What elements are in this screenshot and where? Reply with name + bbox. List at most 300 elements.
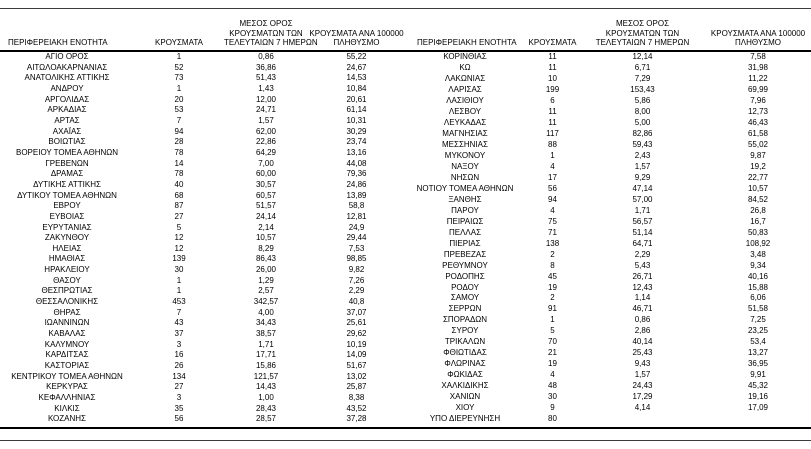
- region-name-cell: ΡΟΔΟΠΗΣ: [445, 271, 485, 281]
- cases-cell: 5: [176, 222, 182, 232]
- cases-cell: 138: [545, 238, 560, 248]
- region-name-cell: ΕΥΡΥΤΑΝΙΑΣ: [42, 222, 92, 232]
- region-name-cell: ΑΡΓΟΛΙΔΑΣ: [44, 94, 90, 104]
- region-name-cell: ΠΕΙΡΑΙΩΣ: [446, 216, 484, 226]
- region-name-cell: ΑΡΚΑΔΙΑΣ: [47, 105, 87, 115]
- table-row: [0, 329, 405, 340]
- cases-cell: 11: [548, 63, 557, 73]
- region-name-cell: ΑΙΤΩΛΟΑΚΑΡΝΑΝΙΑΣ: [26, 62, 108, 72]
- table-row: [0, 340, 405, 351]
- avg-7day-cell: 25,43: [632, 348, 653, 358]
- table-row: [0, 414, 405, 425]
- per-100k-cell: 23,25: [747, 326, 769, 336]
- per-100k-cell: 69,99: [747, 85, 769, 95]
- cases-cell: 12: [174, 233, 184, 243]
- per-100k-cell: 15,88: [747, 282, 769, 292]
- table-row: [405, 392, 811, 403]
- region-name-cell: ΜΥΚΟΝΟΥ: [444, 150, 486, 160]
- per-100k-cell: 45,32: [747, 381, 769, 391]
- header-line: ΚΡΟΥΣΜΑΤΑ ΑΝΑ 100000: [309, 28, 404, 38]
- table-row: [405, 107, 811, 118]
- col-header-region: [405, 9, 525, 51]
- cases-cell: 11: [548, 52, 557, 62]
- region-name-cell: ΘΑΣΟΥ: [53, 275, 81, 285]
- region-name-cell: ΦΛΩΡΙΝΑΣ: [444, 359, 486, 369]
- region-name-cell: ΑΓΙΟ ΟΡΟΣ: [45, 52, 89, 61]
- table-bottom-rule: [0, 427, 811, 429]
- cases-cell: 199: [545, 85, 560, 95]
- region-name-cell: ΣΠΟΡΑΔΩΝ: [442, 315, 488, 325]
- table-row: [0, 84, 405, 95]
- avg-7day-cell: [580, 414, 705, 425]
- per-100k-cell: 61,58: [747, 128, 769, 138]
- region-name-cell: ΧΑΝΙΩΝ: [449, 392, 481, 402]
- avg-7day-cell: 1,43: [258, 83, 274, 93]
- cases-cell: 1: [550, 150, 555, 160]
- avg-7day-cell: 59,43: [632, 139, 653, 149]
- cases-cell: 17: [548, 172, 557, 182]
- cases-cell: 37: [174, 329, 184, 339]
- per-100k-cell: 19,2: [750, 161, 766, 171]
- per-100k-cell: 13,89: [346, 190, 367, 200]
- cases-cell: 139: [172, 254, 186, 264]
- per-100k-cell: 25,61: [346, 318, 367, 328]
- table-row: [405, 271, 811, 282]
- table-row: [405, 282, 811, 293]
- per-100k-cell: 30,29: [346, 126, 367, 136]
- per-100k-cell: 9,34: [750, 260, 766, 270]
- region-name-cell: ΚΟΖΑΝΗΣ: [47, 414, 87, 424]
- region-name-cell: ΚΕΦΑΛΛΗΝΙΑΣ: [38, 393, 96, 402]
- cases-cell: 52: [174, 62, 184, 72]
- avg-7day-cell: 47,14: [632, 183, 653, 193]
- avg-7day-cell: 2,29: [634, 249, 651, 259]
- per-100k-cell: 17,09: [747, 403, 769, 413]
- table-row: [0, 212, 405, 223]
- header-line: ΠΛΗΘΥΣΜΟ: [333, 38, 380, 48]
- table-row: [405, 249, 811, 260]
- cases-cell: 1: [176, 275, 182, 285]
- avg-7day-cell: 4,14: [634, 403, 651, 413]
- per-100k-cell: 26,8: [750, 205, 766, 215]
- avg-7day-cell: 4,00: [258, 307, 274, 317]
- per-100k-cell: 24,9: [348, 222, 365, 232]
- header-line: ΚΡΟΥΣΜΑΤΩΝ ΤΩΝ: [605, 28, 680, 38]
- cases-cell: 453: [172, 297, 186, 307]
- region-name-cell: ΣΥΡΟΥ: [451, 326, 479, 336]
- region-name-cell: ΦΘΙΩΤΙΔΑΣ: [443, 348, 487, 358]
- cases-cell: 4: [550, 370, 555, 380]
- cases-cell: 9: [550, 403, 555, 413]
- table-row: [0, 372, 405, 383]
- region-name-cell: ΗΛΕΙΑΣ: [52, 243, 82, 253]
- avg-7day-cell: 24,43: [632, 381, 653, 391]
- regional-cases-table-right: [405, 9, 811, 425]
- per-100k-cell: 98,85: [346, 254, 367, 264]
- region-name-cell: ΛΑΣΙΘΙΟΥ: [446, 96, 484, 106]
- header-line: ΜΕΣΟΣ ΟΡΟΣ: [615, 19, 670, 29]
- region-name-cell: ΚΑΣΤΟΡΙΑΣ: [44, 361, 90, 371]
- cases-cell: 48: [548, 381, 557, 391]
- cases-cell: 94: [174, 126, 184, 136]
- table-row: [405, 151, 811, 162]
- per-100k-cell: 40,16: [747, 271, 769, 281]
- region-name-cell: ΠΡΕΒΕΖΑΣ: [443, 249, 487, 259]
- per-100k-cell: [705, 414, 811, 425]
- cases-cell: 7: [176, 115, 182, 125]
- header-line: ΠΛΗΘΥΣΜΟ: [734, 38, 782, 48]
- table-row: [405, 173, 811, 184]
- cases-cell: 117: [546, 128, 559, 138]
- table-row: [405, 217, 811, 228]
- region-name-cell: ΠΙΕΡΙΑΣ: [449, 238, 481, 248]
- per-100k-cell: 24,67: [346, 62, 367, 72]
- avg-7day-cell: 1,29: [258, 275, 274, 285]
- cases-cell: 1: [176, 83, 182, 93]
- region-name-cell: ΣΑΜΟΥ: [450, 293, 480, 303]
- cases-cell: 1: [176, 286, 182, 296]
- header-line: ΚΡΟΥΣΜΑΤΑ: [155, 38, 203, 48]
- avg-7day-cell: 2,43: [634, 150, 651, 160]
- region-name-cell: ΑΡΤΑΣ: [54, 115, 80, 125]
- cases-cell: 30: [174, 265, 184, 275]
- cases-cell: 11: [548, 107, 557, 117]
- table-row: [0, 318, 405, 329]
- per-100k-cell: 84,52: [747, 194, 769, 204]
- header-line: ΜΕΣΟΣ ΟΡΟΣ: [239, 19, 293, 29]
- per-100k-cell: 10,57: [747, 183, 769, 193]
- avg-7day-cell: 6,71: [634, 63, 651, 73]
- per-100k-cell: 16,7: [750, 216, 766, 226]
- per-100k-cell: 11,22: [748, 74, 768, 84]
- region-name-cell: ΡΕΘΥΜΝΟΥ: [442, 260, 488, 270]
- per-100k-cell: 14,09: [346, 350, 367, 360]
- per-100k-cell: 8,38: [348, 393, 365, 402]
- region-name-cell: ΔΥΤΙΚΟΥ ΤΟΜΕΑ ΑΘΗΝΩΝ: [17, 190, 117, 200]
- avg-7day-cell: 10,57: [255, 233, 277, 243]
- table-row: [0, 191, 405, 202]
- col-header-avg7: [224, 9, 318, 51]
- per-100k-cell: 24,86: [346, 179, 367, 189]
- region-name-cell: ΜΑΓΝΗΣΙΑΣ: [442, 128, 488, 138]
- header-row: [0, 9, 405, 51]
- per-100k-cell: 10,19: [346, 339, 367, 349]
- avg-7day-cell: 12,00: [255, 94, 277, 104]
- cases-cell: 70: [548, 337, 557, 347]
- region-name-cell: ΑΝΑΤΟΛΙΚΗΣ ΑΤΤΙΚΗΣ: [24, 73, 110, 83]
- cases-cell: 12: [174, 243, 184, 253]
- avg-7day-cell: 22,86: [255, 137, 277, 147]
- header-line: ΤΕΛΕΥΤΑΙΩΝ 7 ΗΜΕΡΩΝ: [224, 38, 318, 48]
- table-row: [0, 393, 405, 404]
- avg-7day-cell: 51,14: [632, 227, 653, 237]
- cases-cell: 11: [548, 117, 557, 127]
- table-row: [405, 195, 811, 206]
- cases-cell: 27: [174, 382, 184, 392]
- table-row: [0, 382, 405, 393]
- cases-cell: 6: [550, 96, 555, 106]
- region-name-cell: ΝΗΣΩΝ: [450, 172, 480, 182]
- per-100k-cell: 9,91: [750, 370, 766, 380]
- table-row: [0, 254, 405, 265]
- region-name-cell: ΚΩ: [459, 63, 471, 73]
- region-name-cell: ΛΕΥΚΑΔΑΣ: [443, 117, 487, 127]
- cases-cell: 5: [550, 326, 555, 336]
- table-row: [0, 244, 405, 255]
- avg-7day-cell: 15,86: [255, 361, 277, 371]
- avg-7day-cell: 28,43: [255, 403, 277, 413]
- per-100k-cell: 20,61: [346, 94, 367, 104]
- table-row: [0, 127, 405, 138]
- avg-7day-cell: 5,43: [634, 260, 651, 270]
- table-row: [405, 381, 811, 392]
- avg-7day-cell: 36,86: [255, 62, 277, 72]
- avg-7day-cell: 40,14: [632, 337, 653, 347]
- region-name-cell: ΚΟΡΙΝΘΙΑΣ: [443, 52, 487, 62]
- table-row: [0, 63, 405, 74]
- cases-cell: 78: [174, 147, 184, 157]
- regional-cases-table-left: [0, 9, 405, 425]
- per-100k-cell: 3,48: [750, 249, 766, 259]
- table-row: [0, 201, 405, 212]
- region-name-cell: ΜΕΣΣΗΝΙΑΣ: [442, 139, 488, 149]
- per-100k-cell: 13,27: [747, 348, 769, 358]
- table-row: [0, 361, 405, 372]
- table-row: [405, 348, 811, 359]
- cases-cell: 26: [174, 361, 184, 371]
- region-name-cell: ΔΡΑΜΑΣ: [50, 169, 84, 179]
- table-row: [0, 276, 405, 287]
- per-100k-cell: 31,98: [747, 63, 769, 73]
- cases-cell: 45: [548, 271, 557, 281]
- cases-cell: 4: [550, 161, 555, 171]
- table-row: [405, 63, 811, 74]
- region-name-cell: ΝΟΤΙΟΥ ΤΟΜΕΑ ΑΘΗΝΩΝ: [416, 183, 514, 193]
- region-name-cell: ΤΡΙΚΑΛΩΝ: [444, 337, 486, 347]
- table-row: [0, 297, 405, 308]
- per-100k-cell: 61,14: [346, 105, 367, 115]
- cases-cell: 4: [550, 205, 555, 215]
- table-row: [0, 180, 405, 191]
- region-name-cell: ΙΩΑΝΝΙΝΩΝ: [44, 318, 90, 328]
- cases-cell: 2: [550, 249, 555, 259]
- table-header: [0, 9, 405, 51]
- table-body: [0, 51, 405, 425]
- header-line: ΠΕΡΙΦΕΡΕΙΑΚΗ ΕΝΟΤΗΤΑ: [8, 38, 108, 48]
- avg-7day-cell: 153,43: [630, 85, 655, 95]
- per-100k-cell: 9,87: [750, 150, 766, 160]
- avg-7day-cell: 1,14: [634, 293, 651, 303]
- cases-cell: 134: [172, 371, 186, 381]
- region-name-cell: ΠΑΡΟΥ: [451, 205, 479, 215]
- cases-cell: 3: [176, 339, 182, 349]
- avg-7day-cell: 14,43: [255, 382, 277, 392]
- avg-7day-cell: 342,57: [253, 297, 279, 307]
- cases-cell: 8: [550, 260, 555, 270]
- cases-cell: 30: [548, 392, 557, 402]
- avg-7day-cell: 121,57: [253, 371, 279, 381]
- cases-cell: 3: [176, 393, 182, 402]
- cases-cell: 20: [174, 94, 184, 104]
- per-100k-cell: 10,84: [346, 83, 367, 93]
- region-name-cell: ΠΕΛΛΑΣ: [448, 227, 482, 237]
- table-row: [405, 414, 811, 425]
- region-name-cell: ΒΟΙΩΤΙΑΣ: [48, 137, 86, 147]
- avg-7day-cell: 9,43: [634, 359, 651, 369]
- region-name-cell: ΛΕΣΒΟΥ: [448, 107, 482, 117]
- cases-cell: 71: [548, 227, 557, 237]
- region-name-cell: ΧΙΟΥ: [455, 403, 475, 413]
- avg-7day-cell: 26,00: [255, 265, 277, 275]
- table-row: [405, 85, 811, 96]
- avg-7day-cell: 1,00: [258, 393, 274, 402]
- table-row: [0, 265, 405, 276]
- table-row: [405, 96, 811, 107]
- cases-cell: 2: [550, 293, 555, 303]
- per-100k-cell: 10,31: [346, 115, 367, 125]
- table-header: [405, 9, 811, 51]
- cases-cell: 56: [174, 414, 184, 424]
- table-row: [405, 206, 811, 217]
- per-100k-cell: 13,02: [346, 371, 367, 381]
- cases-cell: 68: [174, 190, 184, 200]
- per-100k-cell: 46,43: [747, 117, 769, 127]
- cases-cell: 19: [548, 359, 557, 369]
- col-header-per100k: [705, 9, 811, 51]
- cases-cell: 88: [548, 139, 557, 149]
- avg-7day-cell: 64,71: [632, 238, 653, 248]
- region-name-cell: ΑΝΔΡΟΥ: [50, 83, 84, 93]
- avg-7day-cell: 1,57: [258, 115, 274, 125]
- col-header-region: [0, 9, 134, 51]
- col-header-per100k: [308, 9, 405, 51]
- avg-7day-cell: 34,43: [255, 318, 277, 328]
- per-100k-cell: 79,36: [346, 169, 367, 179]
- avg-7day-cell: 8,29: [258, 243, 274, 253]
- per-100k-cell: 58,8: [348, 201, 365, 211]
- region-name-cell: ΓΡΕΒΕΝΩΝ: [45, 158, 89, 168]
- per-100k-cell: 37,07: [346, 307, 367, 317]
- avg-7day-cell: 28,57: [255, 414, 277, 424]
- table-row: [405, 370, 811, 381]
- table-row: [405, 293, 811, 304]
- avg-7day-cell: 46,71: [632, 304, 653, 314]
- table-row: [0, 159, 405, 170]
- region-name-cell: ΞΑΝΘΗΣ: [448, 194, 482, 204]
- per-100k-cell: 43,52: [346, 403, 367, 413]
- per-100k-cell: 44,08: [346, 158, 367, 168]
- avg-7day-cell: 60,57: [255, 190, 277, 200]
- header-line: ΤΕΛΕΥΤΑΙΩΝ 7 ΗΜΕΡΩΝ: [595, 38, 690, 48]
- cases-cell: 56: [548, 183, 557, 193]
- per-100k-cell: 55,02: [747, 139, 769, 149]
- per-100k-cell: 7,25: [750, 315, 766, 325]
- avg-7day-cell: 17,71: [255, 350, 277, 360]
- avg-7day-cell: 24,71: [255, 105, 277, 115]
- table-row: [0, 350, 405, 361]
- per-100k-cell: 23,74: [346, 137, 367, 147]
- cases-cell: 27: [174, 211, 184, 221]
- region-name-cell: ΗΡΑΚΛΕΙΟΥ: [44, 265, 90, 275]
- cases-cell: 28: [174, 137, 184, 147]
- table-row: [0, 286, 405, 297]
- per-100k-cell: 2,29: [348, 286, 365, 296]
- cases-cell: 91: [548, 304, 557, 314]
- table-row: [0, 105, 405, 116]
- region-name-cell: ΦΩΚΙΔΑΣ: [447, 370, 483, 380]
- table-row: [405, 51, 811, 63]
- avg-7day-cell: 30,57: [255, 179, 277, 189]
- table-row: [405, 162, 811, 173]
- region-name-cell: ΣΕΡΡΩΝ: [448, 304, 482, 314]
- table-row: [405, 359, 811, 370]
- table-row: [405, 260, 811, 271]
- per-100k-cell: 36,95: [747, 359, 769, 369]
- cases-cell: 87: [174, 201, 184, 211]
- region-name-cell: ΝΑΞΟΥ: [451, 161, 479, 171]
- cases-cell: 1: [550, 315, 555, 325]
- cases-cell: 75: [548, 216, 557, 226]
- avg-7day-cell: 12,43: [632, 282, 653, 292]
- per-100k-cell: 22,77: [747, 172, 769, 182]
- per-100k-cell: 7,26: [348, 275, 365, 285]
- per-100k-cell: 7,53: [348, 243, 365, 253]
- avg-7day-cell: 2,14: [258, 222, 274, 232]
- header-line: ΠΕΡΙΦΕΡΕΙΑΚΗ ΕΝΟΤΗΤΑ: [417, 38, 517, 48]
- header-line: ΚΡΟΥΣΜΑΤΑ: [528, 38, 577, 48]
- table-row: [0, 137, 405, 148]
- region-name-cell: ΡΟΔΟΥ: [451, 282, 479, 292]
- avg-7day-cell: 1,71: [634, 205, 651, 215]
- cases-cell: 43: [174, 318, 184, 328]
- per-100k-cell: 51,67: [346, 361, 367, 371]
- table-row: [0, 95, 405, 106]
- cases-cell: 53: [174, 105, 184, 115]
- avg-7day-cell: 5,00: [634, 117, 651, 127]
- cases-cell: 21: [548, 348, 557, 358]
- cases-cell: 10: [548, 74, 557, 84]
- region-name-cell: ΗΜΑΘΙΑΣ: [48, 254, 86, 264]
- per-100k-cell: 53,4: [750, 337, 766, 347]
- table-body: [405, 51, 811, 425]
- per-100k-cell: 29,62: [346, 329, 367, 339]
- cases-cell: 19: [548, 282, 557, 292]
- header-row: [405, 9, 811, 51]
- per-100k-cell: 19,16: [747, 392, 769, 402]
- cases-cell: 7: [176, 307, 182, 317]
- per-100k-cell: 29,44: [346, 233, 367, 243]
- region-name-cell: ΛΑΡΙΣΑΣ: [448, 85, 482, 95]
- avg-7day-cell: 2,86: [634, 326, 651, 336]
- table-row: [405, 304, 811, 315]
- avg-7day-cell: 57,00: [632, 194, 653, 204]
- region-name-cell: ΛΑΚΩΝΙΑΣ: [444, 74, 486, 84]
- region-name-cell: ΚΑΛΥΜΝΟΥ: [44, 339, 90, 349]
- per-100k-cell: 12,81: [346, 211, 367, 221]
- table-row: [405, 238, 811, 249]
- per-100k-cell: 37,28: [346, 414, 367, 424]
- avg-7day-cell: 5,86: [634, 96, 651, 106]
- cases-cell: 94: [548, 194, 557, 204]
- region-name-cell: ΘΕΣΣΑΛΟΝΙΚΗΣ: [35, 297, 99, 307]
- region-name-cell: ΔΥΤΙΚΗΣ ΑΤΤΙΚΗΣ: [33, 179, 101, 189]
- avg-7day-cell: 17,29: [632, 392, 653, 402]
- cases-cell: 78: [174, 169, 184, 179]
- col-header-avg7: [580, 9, 705, 51]
- per-100k-cell: 13,16: [346, 147, 367, 157]
- avg-7day-cell: 24,14: [255, 211, 277, 221]
- cases-cell: 35: [174, 403, 184, 413]
